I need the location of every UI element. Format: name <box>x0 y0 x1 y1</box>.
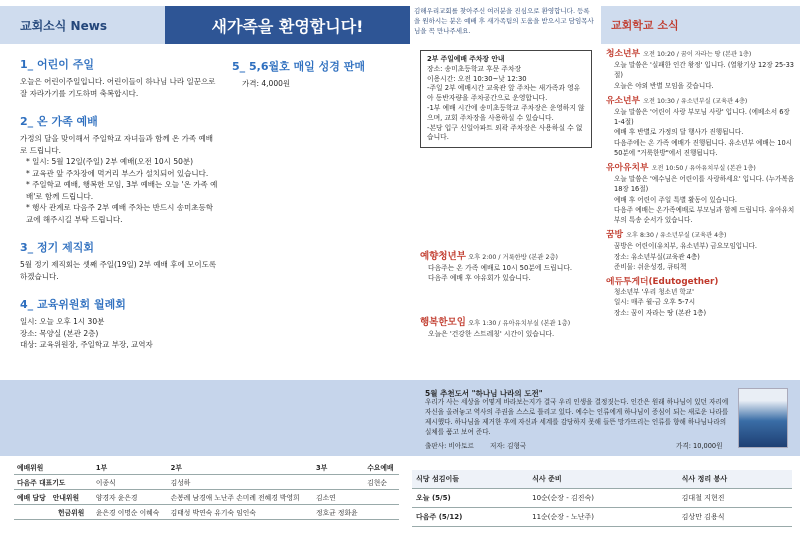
section-title: 2_ 온 가족 예배 <box>20 115 98 128</box>
table-row <box>412 470 792 489</box>
list-item: 장소: 목양실 (본관 2층) <box>20 328 99 338</box>
duty-table <box>14 460 399 520</box>
table-header: 식당 섬김이들 <box>412 470 528 489</box>
table-row <box>14 460 399 475</box>
happy-meta: 오후 1:30 / 유아유치부실 (본관 1층) <box>468 320 571 327</box>
list-item: 일시: 매주 월-금 오후 5-7시 <box>614 298 696 307</box>
group-title <box>606 230 798 241</box>
happy-title: 행복한모임 <box>420 317 466 328</box>
list-item: 일시: 오늘 오후 1시 30분 <box>20 317 105 326</box>
list-item: 다음주 예배는 온가족예배로 부모님과 함께 드립니다. 유아유치부의 특송 순서가 있습니다. <box>614 205 795 225</box>
book-price: 가격: 10,000원 <box>676 442 723 450</box>
section-body: 가정의 달을 맞이해서 주일학교 자녀들과 함께 온 가족 예배로 드립니다. <box>20 134 213 155</box>
book-cover-image <box>738 388 788 448</box>
group-meta: 오후 8:30 / 유소년부실 (교육관 4층) <box>626 232 727 240</box>
table-cell: 10순(순장 - 김진숙) <box>528 489 678 508</box>
book-title: 5월 추천도서 "하나님 나라의 도전" <box>425 389 543 398</box>
news-label: 교회소식 News <box>0 6 165 44</box>
bible-sale-section <box>232 52 402 90</box>
sub-label: 안내위원 <box>52 494 80 502</box>
group-name: 청소년부 <box>606 49 640 59</box>
top-bar <box>0 0 800 48</box>
section-title: 3_ 정기 제직회 <box>20 241 94 254</box>
table-cell <box>14 490 93 505</box>
table-cell: 김소연 <box>313 490 364 505</box>
notice-line: -1부 예배 시간에 송미초등학교 주차장은 운영하지 않으며, 교회 주차장을 사용하실 수 있습니다. <box>427 103 585 122</box>
table-cell: 다음주 대표기도 <box>14 475 93 490</box>
youth-meta: 오후 2:00 / 거룩한방 (본관 2층) <box>468 254 558 261</box>
section-title: 1_ 어린이 주일 <box>20 58 94 71</box>
list-item: 대상: 교육위원장, 주일학교 부장, 교역자 <box>20 340 153 349</box>
table-row <box>412 489 792 508</box>
list-item: 장소: 꿈이 자라는 땅 (본관 1층) <box>614 308 707 317</box>
table-cell <box>313 475 364 490</box>
table-cell: 김현순 <box>364 475 399 490</box>
group-title <box>606 277 798 287</box>
list-item: 꿈방은 어린이(유치부, 유소년부) 금요모임입니다. <box>614 242 758 251</box>
table-cell: 오늘 (5/5) <box>412 489 528 508</box>
table-row <box>14 475 399 490</box>
table-cell: 윤은경 이명순 이혜숙 <box>93 505 168 520</box>
table-row <box>14 490 399 505</box>
notice-line: 이용시간: 오전 10:30~낮 12:30 <box>427 74 527 83</box>
table-cell: 김상만 김용식 <box>678 508 792 527</box>
notice-line: -본당 입구 신일아파트 외곽 주차장은 사용하실 수 없습니다. <box>427 123 583 142</box>
table-row <box>14 505 399 520</box>
group-title <box>606 96 798 107</box>
list-item: 오늘은 '건강한 스트레칭' 시간이 있습니다. <box>428 330 555 338</box>
list-item: 준비물: 쉬운성경, 큐티책 <box>614 262 687 271</box>
group-label: 예배 담당 <box>17 494 46 502</box>
table-cell: 다음주 (5/12) <box>412 508 528 527</box>
group-name: 유소년부 <box>606 95 640 106</box>
table-header: 3부 <box>313 460 364 475</box>
happy-section <box>420 318 600 339</box>
school-news-column <box>606 44 798 318</box>
church-news-column <box>10 50 220 351</box>
table-header: 1부 <box>93 460 168 475</box>
table-cell: 손봉례 남경애 노난주 손미례 전혜경 박영희 <box>168 490 313 505</box>
parking-notice <box>420 50 592 148</box>
notice-line: 장소: 송미초등학교 후문 주차장 <box>427 64 522 73</box>
group-title <box>606 49 798 60</box>
youth-title: 예향청년부 <box>420 251 466 262</box>
section-body: 5월 정기 제직회는 셋째 주일(19일) 2부 예배 후에 모이도록 하겠습니다. <box>20 260 217 281</box>
table-cell <box>364 505 399 520</box>
table-cell: 11순(순장 - 노난주) <box>528 508 678 527</box>
book-author: 저자: 김형국 <box>490 442 527 450</box>
list-item: 오늘 말씀은 '실패한 인간 왕정' 입니다. (열왕기상 12장 25-33절) <box>614 61 795 80</box>
list-item: 오늘 말씀은 '어린이 사랑 부모님 사랑' 입니다. (에베소서 6장 1-4절) <box>614 108 790 127</box>
table-cell: 김대철 지현진 <box>678 489 792 508</box>
list-item: * 행사 관계로 다음주 2부 예배 주차는 반드시 송미초등학교에 해주시길 부탁 드립니다. <box>26 203 213 224</box>
list-item: 다음주 예배 후 야유회가 있습니다. <box>428 274 531 282</box>
table-header: 예배위원 <box>14 460 93 475</box>
welcome-banner: 새가족을 환영합니다! <box>165 6 410 44</box>
notice-line: -주일 2부 예배시간 교육관 앞 주차는 새가족과 영유아 동반자량을 주차공간으로 운영합니다. <box>427 84 581 103</box>
table-cell: 김성하 <box>168 475 313 490</box>
section-title: 4_ 교육위원회 월례회 <box>20 298 126 311</box>
list-item: 다음주에는 온 가족 예배가 진행됩니다. 유소년부 예배는 10시 50분에 "거룩한방"에서 진행됩니다. <box>614 138 793 157</box>
youth-section <box>420 252 600 283</box>
table-cell: 김태성 박연숙 유기숙 임인숙 <box>168 505 313 520</box>
table-header: 식사 준비 <box>528 470 678 489</box>
group-name: 유아유치부 <box>606 163 649 174</box>
list-item: 오늘 말씀은 '예수님은 어린이를 사랑하세요' 입니다. (누가복음 18장 16절) <box>614 175 795 194</box>
group-meta: 오전 10:30 / 유소년부실 (교육관 4층) <box>643 97 748 105</box>
list-item: * 교육관 앞 주차장에 먹거리 부스가 설치되어 있습니다. <box>26 168 209 178</box>
table-cell <box>364 490 399 505</box>
table-header: 2부 <box>168 460 313 475</box>
group-title <box>606 163 798 174</box>
table-cell: 정호균 정화윤 <box>313 505 364 520</box>
lunch-table <box>412 470 792 527</box>
book-description: 우리가 사는 세상을 어떻게 바라보는지가 결국 우리 인생을 결정짓는다. 인간은 원래 하나님이 있던 자리에 자신을 올려놓고 역사의 주권을 스스로 틀리고 있다. 예수는 인류에게 하나님이 증심이 되는 새로운 나라를 제시했다. 하나님을 제거한 후에 자신과 세계를 감당하지 못해 들뜬 망가뜨리는 인류를 향해 하나님나라의 실체를 품고 보여 준다. <box>425 398 729 436</box>
school-news-title: 교회학교 소식 <box>601 6 800 44</box>
group-name: 꿈방 <box>606 230 623 241</box>
table-header: 식사 정리 봉사 <box>678 470 792 489</box>
section-body: 가격: 4,000원 <box>242 79 291 88</box>
table-row <box>412 508 792 527</box>
list-item: 예배 후 어린이 주일 특별 활동이 있습니다. <box>614 195 737 204</box>
notice-title: 2부 주일예배 주차장 안내 <box>427 55 505 63</box>
list-item: 예배 후 반별로 가정의 달 행사가 진행됩니다. <box>614 128 744 137</box>
table-header: 수요예배 <box>364 460 399 475</box>
list-item: 다음주는 온 가족 예배로 10시 50분에 드립니다. <box>428 264 573 272</box>
list-item: * 주일학교 예배, 행복한 모임, 3부 예배는 오늘 '온 가족 예배'로 함께 드립니다. <box>26 180 218 201</box>
list-item: 오늘은 야외 반별 모임을 갖습니다. <box>614 81 714 90</box>
table-cell: 헌금위원 <box>14 505 93 520</box>
group-name: 에듀투게더(Edutogether) <box>606 277 719 288</box>
table-cell: 이종식 <box>93 475 168 490</box>
section-title: 5_ 5,6월호 매일 성경 판매 <box>232 60 365 73</box>
list-item: * 일시: 5월 12일(주일) 2부 예배(오전 10시 50분) <box>26 157 194 166</box>
list-item: 장소: 유소년부실(교육관 4층) <box>614 252 700 261</box>
table-cell: 양경자 윤은경 <box>93 490 168 505</box>
list-item: 청소년부 '우리 청소년 학교' <box>614 288 694 297</box>
book-publisher: 출판사: 비아토르 <box>425 442 474 450</box>
group-meta: 오전 10:20 / 꿈이 자라는 땅 (본관 1층) <box>643 51 752 58</box>
welcome-blurb: 김해우리교회를 찾아주신 여러분을 진심으로 환영합니다. 등록을 원하시는 분은 예배 후 새가족팀의 도움을 받으시고 담임목사님을 꼭 만나주세요. <box>414 7 594 35</box>
section-body: 오늘은 어린이주일입니다. 어린이들이 하나님 나라 일꾼으로 잘 자라가기를 기도하며 축복합시다. <box>20 77 216 98</box>
group-meta: 오전 10:50 / 유아유치부실 (본관 1층) <box>651 165 756 173</box>
